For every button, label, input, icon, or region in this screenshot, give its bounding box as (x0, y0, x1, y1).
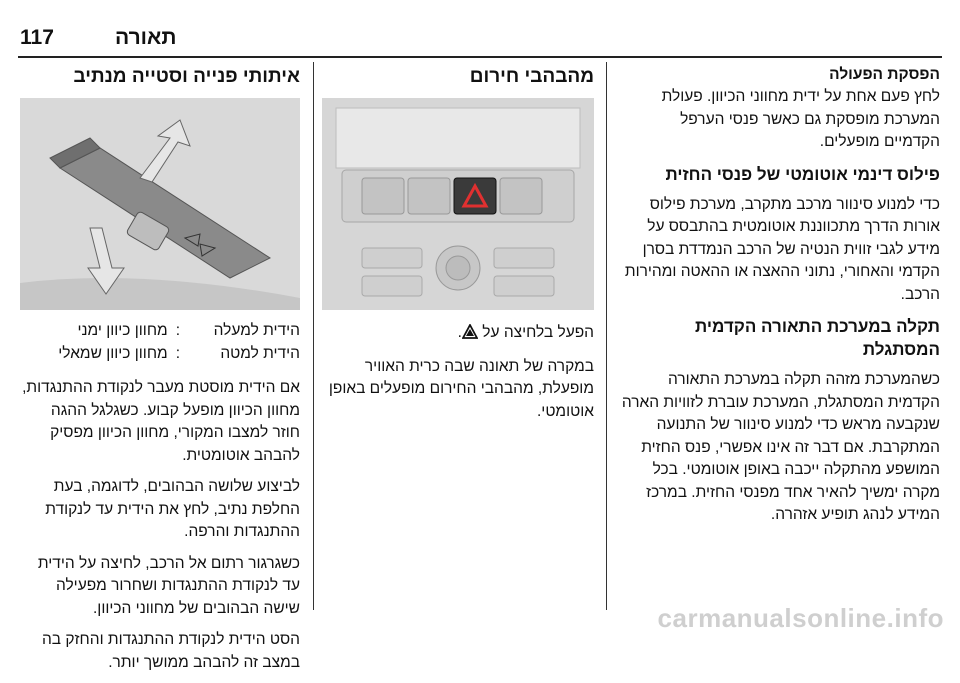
hazard-triangle-icon (462, 324, 478, 347)
label-sep: : (175, 322, 180, 339)
label-value: מחוון כיוון ימני (77, 322, 168, 339)
watermark: carmanualsonline.info (657, 603, 944, 633)
column-left (20, 320, 300, 683)
paragraph: כדי למנוע סינוור מרכב מתקרב, מערכת פילוס אורות הדרך מתכווננת אוטומטית בהתבסס על מידע לגבי זווית הנטיה של הרכב הנמדדת בסרן הקדמי והאחורי, נתוני ההאצה או ההאטה ומהירות הרכב. (624, 195, 940, 303)
column-divider-left (313, 62, 314, 610)
column-right (620, 64, 940, 536)
figure-label-down (20, 343, 300, 366)
section-title-turn-signals: איתותי פנייה וסטייה מנתיב (73, 66, 300, 87)
page-number: 117 (20, 26, 54, 49)
paragraph: כשהמערכת מזהה תקלה במערכת התאורה הקדמית המסתגלת, המערכת עוברת לזוויות הארה שנקבעה מראש כדי למנוע סינוור של התנועה המתקרבת. אם דבר זה אינו אפשרי, פנס החזית המושפע מהתקלה ייכבה באופן אוטומטי. בכל מקרה ימשיך להאיר אחד מפנסי החזית. במרכז המידע לנהג תופיע אזהרה. (621, 371, 940, 523)
turn-signal-lever-figure (20, 98, 300, 310)
label-value: מחוון כיוון שמאלי (58, 344, 168, 362)
header-divider (18, 56, 942, 58)
turn-signal-lever-illustration (20, 98, 300, 310)
paragraph: כשגרגור רתום אל הרכב, לחיצה על הידית עד לנקודת ההתנגדות ושחרור מפעילה שישה הבהובים של מחווני הכיוון. (37, 554, 300, 617)
figure-caption: הפעל בלחיצה על . (322, 322, 594, 347)
label-sep: : (175, 344, 180, 362)
section-heading: תקלה במערכת התאורה הקדמית המסתגלת (695, 317, 940, 359)
paragraph: הסט הידית לנקודת ההתנגדות והחזק בה במצב זה להבהב ממושך יותר. (41, 631, 300, 671)
section-title-hazard: מהבהבי חירום (469, 66, 594, 87)
section-heading: פילוס דינמי אוטומטי של פנסי החזית (665, 164, 940, 184)
section-heading: הפסקת הפעולה (829, 66, 940, 83)
page-header (0, 0, 960, 60)
paragraph: במקרה של תאונה שבה כרית האוויר מופעלת, מהבהבי החירום מופעלים באופן אוטומטי. (328, 357, 594, 420)
label-key: הידית למעלה (213, 322, 300, 339)
caption-text: הפעל בלחיצה על (482, 324, 594, 341)
hazard-console-illustration (322, 98, 594, 310)
column-divider-right (606, 62, 607, 610)
column-middle (322, 322, 594, 432)
paragraph: לביצוע שלושה הבהובים, לדוגמה, בעת החלפת נתיב, לחץ את הידית עד לנקודת ההתנגדות והרפה. (45, 478, 300, 540)
paragraph: אם הידית מוסטת מעבר לנקודת ההתנגדות, מחוון הכיוון מופעל קבוע. כשגלגל ההגה חוזר למצבו המקורי, מחוון הכיוון מפסיק להבהב אוטומטית. (22, 379, 300, 464)
label-key: הידית למטה (220, 344, 300, 362)
paragraph: לחץ פעם אחת על ידית מחווני הכיוון. פעולת המערכת מופסקת גם כאשר פנסי הערפל הקדמיים מופעלים. (661, 88, 940, 150)
figure-label-up (20, 320, 300, 343)
page-title: תאורה (115, 26, 177, 49)
hazard-switch-figure (322, 98, 594, 310)
